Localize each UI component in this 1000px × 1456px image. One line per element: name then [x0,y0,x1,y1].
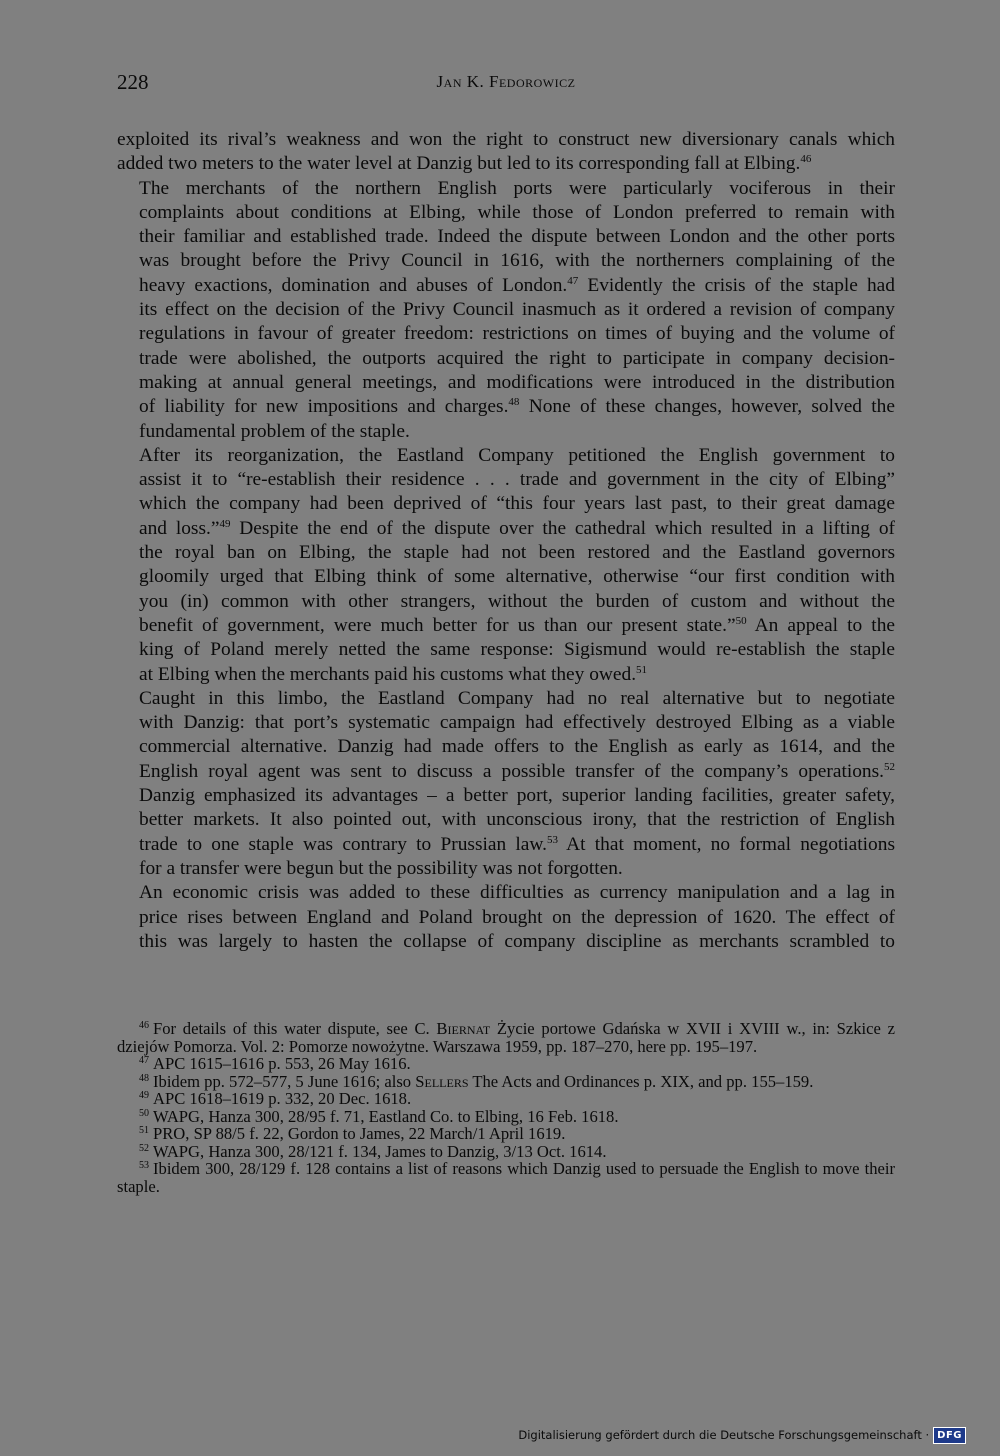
credit-text: Digitalisierung gefördert durch die Deutsche Forschungsgemeinschaft · [518,1428,930,1442]
text-line: making at annual general meetings, and modifications were introduced in the distribution [139,371,895,393]
text-line: the royal ban on Elbing, the staple had not been restored and the Eastland governors [139,542,895,564]
paragraph-3 [117,444,895,687]
page-number: 228 [117,70,149,94]
text-line [117,833,895,857]
text-line: was brought before the Privy Council in 1616, with the northerners complaining of the [139,250,895,272]
text-line: Caught in this limbo, the Eastland Company had no real alternative but to negotiate [139,687,895,709]
footnote [117,1055,895,1073]
text-line: exploited its rival’s weakness and won the right to construct new diversionary canals which [117,129,895,150]
footnote-text: WAPG, Hanza 300, 28/121 f. 134, James to Danzig, 3/13 Oct. 1614. [153,1141,607,1161]
body-text [117,128,895,954]
text-run: heavy exactions, domination and abuses of London. [139,274,568,296]
text-line [117,663,895,687]
text-line [117,395,895,419]
footnote-ref[interactable]: 53 [547,833,558,846]
running-head: Jan K. Fedorowicz [436,72,576,91]
text-run: trade to one staple was contrary to Prussian law. [139,833,547,855]
footnote-number: 51 [139,1125,149,1136]
dfg-logo-icon: DFG [933,1427,966,1444]
text-line: king of Poland merely netted the same response: Sigismund would re-establish the staple [139,639,895,661]
text-line: fundamental problem of the staple. [139,420,410,442]
text-line: assist it to “re-establish their residence . . . trade and government in the city of Elbing” [139,469,895,491]
footnote-number: 47 [139,1055,149,1066]
text-line: their familiar and established trade. Indeed the dispute between London and the other ports [139,226,895,248]
footnote-text: Życie portowe Gdańska w XVII i XVIII w., in: Szkice z dziejów Pomorza. Vol. 2: Pomorze nowożytne. Warszawa 1959, pp. 187–270, here pp. 195–197. [117,1019,895,1056]
footnote [117,1020,895,1055]
footnote-text: Ibidem pp. 572–577, 5 June 1616; also [153,1071,416,1091]
text-line: An economic crisis was added to these difficulties as currency manipulation and a lag in [139,882,895,904]
paragraph-2 [117,177,895,444]
author-name: Biernat [436,1019,491,1038]
text-line [117,760,895,784]
footnote-number: 52 [139,1142,149,1154]
digitization-credit [518,1426,966,1444]
text-line: gloomily urged that Elbing think of some alternative, otherwise “our first condition with [139,566,895,588]
footnote-number: 48 [139,1072,149,1084]
footnote-text: Ibidem 300, 28/129 f. 128 contains a list of reasons which Danzig used to persuade the English to move their staple. [117,1159,895,1196]
text-run: at Elbing when the merchants paid his customs what they owed. [139,663,637,685]
text-run: of liability for new impositions and charges. [139,396,509,418]
text-line: complaints about conditions at Elbing, while those of London preferred to remain with [139,201,895,223]
text-run: An appeal to the [746,614,895,636]
text-line: this was largely to hasten the collapse of company discipline as merchants scrambled to [139,930,895,952]
footnote-text: APC 1618–1619 p. 332, 20 Dec. 1618. [153,1089,412,1108]
footnote-number: 50 [139,1107,149,1119]
footnote-text: The Acts and Ordinances p. XIX, and pp. 155–159. [468,1071,814,1091]
text-line: which the company had been deprived of “this four years last past, to their great damage [139,493,895,515]
footnote [117,1160,895,1195]
footnote [117,1125,895,1143]
text-line: price rises between England and Poland brought on the depression of 1620. The effect of [139,906,895,928]
footnote-text: For details of this water dispute, see C. [153,1019,437,1038]
text-line: with Danzig: that port’s systematic campaign had effectively destroyed Elbing as a viable [139,712,895,734]
text-line: its effect on the decision of the Privy Council inasmuch as it ordered a revision of company [139,299,895,321]
text-line: commercial alternative. Danzig had made offers to the English as early as 1614, and the [139,736,895,758]
page-header [117,70,895,100]
paragraph-5 [117,881,895,954]
text-line: for a transfer were begun but the possibility was not forgotten. [139,857,623,879]
footnote-number: 49 [139,1090,149,1101]
paragraph-1 [117,128,895,177]
footnote [117,1090,895,1108]
footnote-ref[interactable]: 48 [508,396,520,409]
text-line [117,517,895,541]
footnote [117,1143,895,1161]
text-run: At that moment, no formal negotiations [558,833,895,855]
text-run: None of these changes, however, solved the [519,396,895,418]
text-line: The merchants of the northern English ports were particularly vociferous in their [139,177,895,199]
author-name: Sellers [415,1071,469,1091]
paragraph-4 [117,687,895,881]
footnote-text: PRO, SP 88/5 f. 22, Gordon to James, 22 March/1 April 1619. [153,1124,566,1143]
footnote-ref[interactable]: 50 [735,614,747,627]
footnote [117,1108,895,1126]
footnotes [117,1020,895,1195]
text-run: English royal agent was sent to discuss a possible transfer of the company’s operations. [139,760,884,782]
text-line: you (in) common with other strangers, without the burden of custom and without the [139,590,895,612]
text-line: better markets. It also pointed out, with unconscious irony, that the restriction of English [139,809,895,831]
text-line: trade were abolished, the outports acquired the right to participate in company decision- [139,347,895,369]
text-run: added two meters to the water level at Danzig but led to its corresponding fall at Elbing. [117,153,801,175]
footnote-ref[interactable]: 49 [219,517,231,530]
text-line: Danzig emphasized its advantages – a better port, superior landing facilities, greater safety, [139,785,895,807]
footnote [117,1073,895,1091]
text-run: benefit of government, were much better for us than our present state.” [139,614,736,636]
text-line: After its reorganization, the Eastland Company petitioned the English government to [139,444,895,466]
footnote-text: WAPG, Hanza 300, 28/95 f. 71, Eastland Co. to Elbing, 16 Feb. 1618. [153,1106,619,1126]
text-line [117,614,895,638]
footnote-ref[interactable]: 46 [800,153,812,166]
text-line: regulations in favour of greater freedom: restrictions on times of buying and the volume of [139,323,895,345]
footnote-ref[interactable]: 47 [567,274,579,287]
footnote-number: 53 [139,1160,149,1171]
text-line [117,274,895,298]
text-line [117,152,895,176]
footnote-ref[interactable]: 52 [884,760,895,773]
text-run: and loss.” [139,517,220,539]
footnote-ref[interactable]: 51 [636,663,648,676]
text-run: Evidently the crisis of the staple had [578,274,895,296]
footnote-text: APC 1615–1616 p. 553, 26 May 1616. [153,1054,411,1073]
footnote-number: 46 [139,1020,149,1031]
text-run: Despite the end of the dispute over the cathedral which resulted in a lifting of [230,517,895,539]
